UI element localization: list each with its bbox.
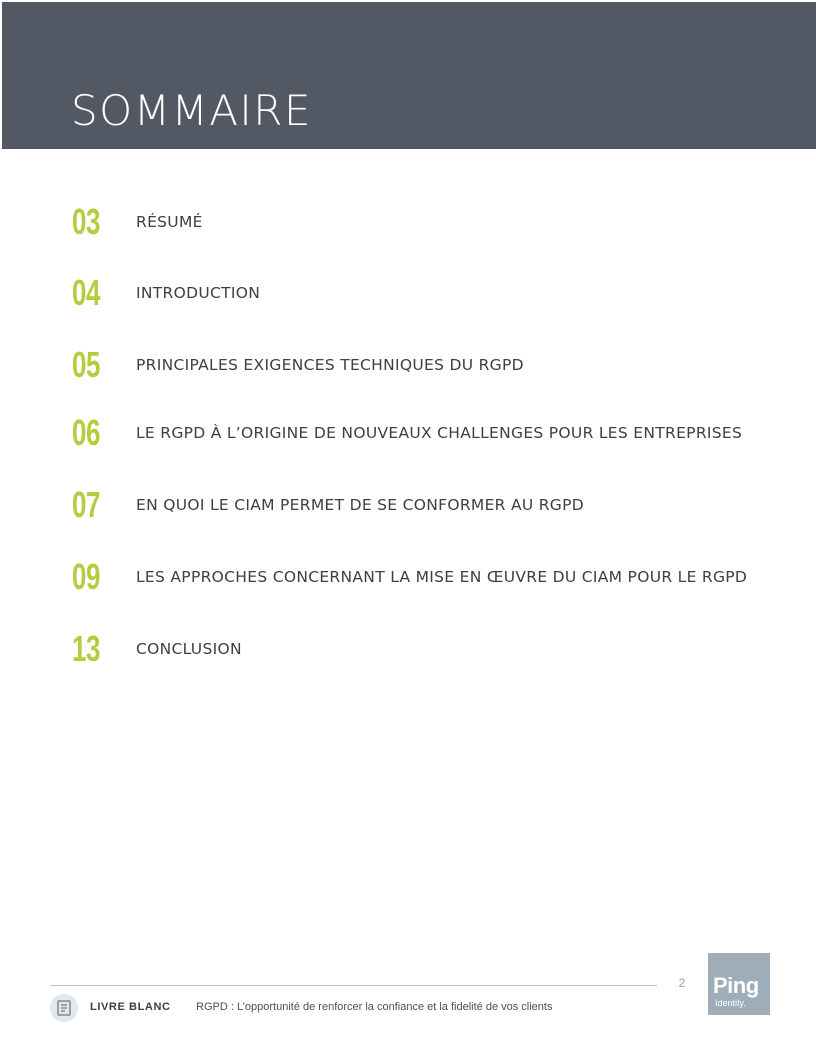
toc-page-number: 05 [72,344,101,385]
toc-page-number: 13 [72,628,101,669]
footer-divider [50,985,657,986]
toc-entry[interactable] [0,411,816,461]
toc-label: CONCLUSION [136,640,242,658]
toc-entry[interactable] [0,271,816,321]
toc-label: INTRODUCTION [136,284,261,302]
toc-entry[interactable] [0,343,816,393]
toc-page-number: 09 [72,556,101,597]
document-icon [50,994,78,1022]
page-number: 2 [678,976,686,990]
toc-page-number: 03 [72,201,101,242]
brand-name: Ping [713,973,759,998]
toc-label: EN QUOI LE CIAM PERMET DE SE CONFORMER AU RGPD [136,496,585,514]
footer-document-title: RGPD : L’opportunité de renforcer la confiance et la fidelité de vos clients [196,1001,553,1013]
footer-series-label: LIVRE BLANC [90,1001,171,1013]
toc-page-number: 04 [72,272,101,313]
brand-subname: Identity. [715,998,746,1008]
toc-page-number: 06 [72,412,101,453]
toc-page-number: 07 [72,484,101,525]
toc-entry[interactable] [0,555,816,605]
brand-logo [708,953,770,1015]
toc-label: LES APPROCHES CONCERNANT LA MISE EN ŒUVRE DU CIAM POUR LE RGPD [136,568,748,586]
toc-label: PRINCIPALES EXIGENCES TECHNIQUES DU RGPD [136,356,524,374]
page-title: SOMMAIRE [71,86,313,135]
toc-entry[interactable] [0,483,816,533]
toc-label: RÉSUMÉ [136,213,203,231]
toc-entry[interactable] [0,200,816,250]
toc-entry[interactable] [0,627,816,677]
toc-label: LE RGPD À L’ORIGINE DE NOUVEAUX CHALLENGES POUR LES ENTREPRISES [136,424,743,442]
